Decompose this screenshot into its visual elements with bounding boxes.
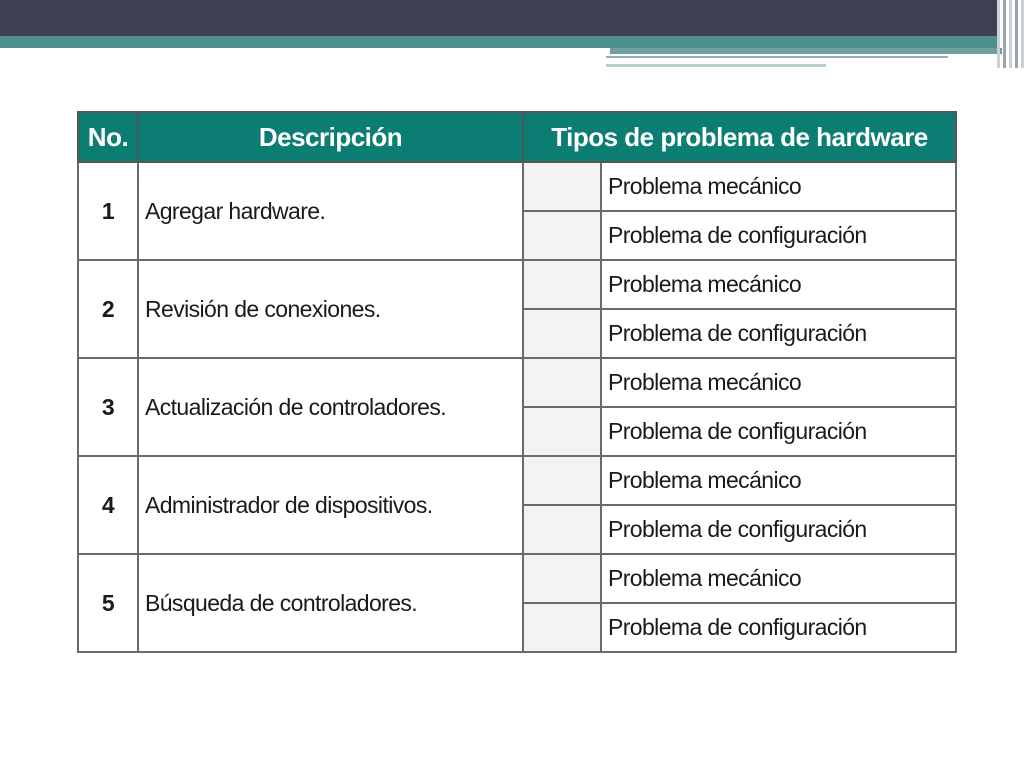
option-label: Problema de configuración [601, 211, 956, 260]
table-row [78, 260, 956, 309]
option-label: Problema mecánico [601, 456, 956, 505]
table-row [78, 554, 956, 603]
row-description: Actualización de controladores. [138, 358, 523, 456]
row-description: Administrador de dispositivos. [138, 456, 523, 554]
header-band-dark [0, 0, 1000, 36]
answer-checkbox[interactable] [523, 211, 601, 260]
option-label: Problema de configuración [601, 603, 956, 652]
answer-checkbox[interactable] [523, 260, 601, 309]
answer-checkbox[interactable] [523, 309, 601, 358]
table-row [78, 456, 956, 505]
header-stripes [996, 0, 1024, 68]
row-number: 3 [78, 358, 138, 456]
answer-checkbox[interactable] [523, 505, 601, 554]
header-description: Descripción [138, 112, 523, 162]
row-number: 5 [78, 554, 138, 652]
header-types: Tipos de problema de hardware [523, 112, 956, 162]
option-label: Problema de configuración [601, 309, 956, 358]
header-band-teal [0, 36, 1000, 48]
stripe [1003, 0, 1006, 68]
row-description: Revisión de conexiones. [138, 260, 523, 358]
table-header-row [78, 112, 956, 162]
option-label: Problema mecánico [601, 554, 956, 603]
option-label: Problema de configuración [601, 505, 956, 554]
answer-checkbox[interactable] [523, 456, 601, 505]
answer-checkbox[interactable] [523, 162, 601, 211]
stripe [1015, 0, 1018, 68]
answer-checkbox[interactable] [523, 603, 601, 652]
header-no: No. [78, 112, 138, 162]
row-number: 1 [78, 162, 138, 260]
header-accent-line [606, 56, 948, 58]
row-description: Búsqueda de controladores. [138, 554, 523, 652]
hardware-problems-table [77, 111, 957, 653]
answer-checkbox[interactable] [523, 554, 601, 603]
answer-checkbox[interactable] [523, 407, 601, 456]
table-row [78, 358, 956, 407]
option-label: Problema mecánico [601, 260, 956, 309]
stripe [997, 0, 1000, 68]
option-label: Problema mecánico [601, 162, 956, 211]
table-row [78, 162, 956, 211]
row-number: 2 [78, 260, 138, 358]
header-accent-line [606, 64, 826, 67]
row-description: Agregar hardware. [138, 162, 523, 260]
option-label: Problema de configuración [601, 407, 956, 456]
option-label: Problema mecánico [601, 358, 956, 407]
row-number: 4 [78, 456, 138, 554]
stripe [1009, 0, 1012, 68]
answer-checkbox[interactable] [523, 358, 601, 407]
header-band-teal-right [610, 48, 1002, 54]
